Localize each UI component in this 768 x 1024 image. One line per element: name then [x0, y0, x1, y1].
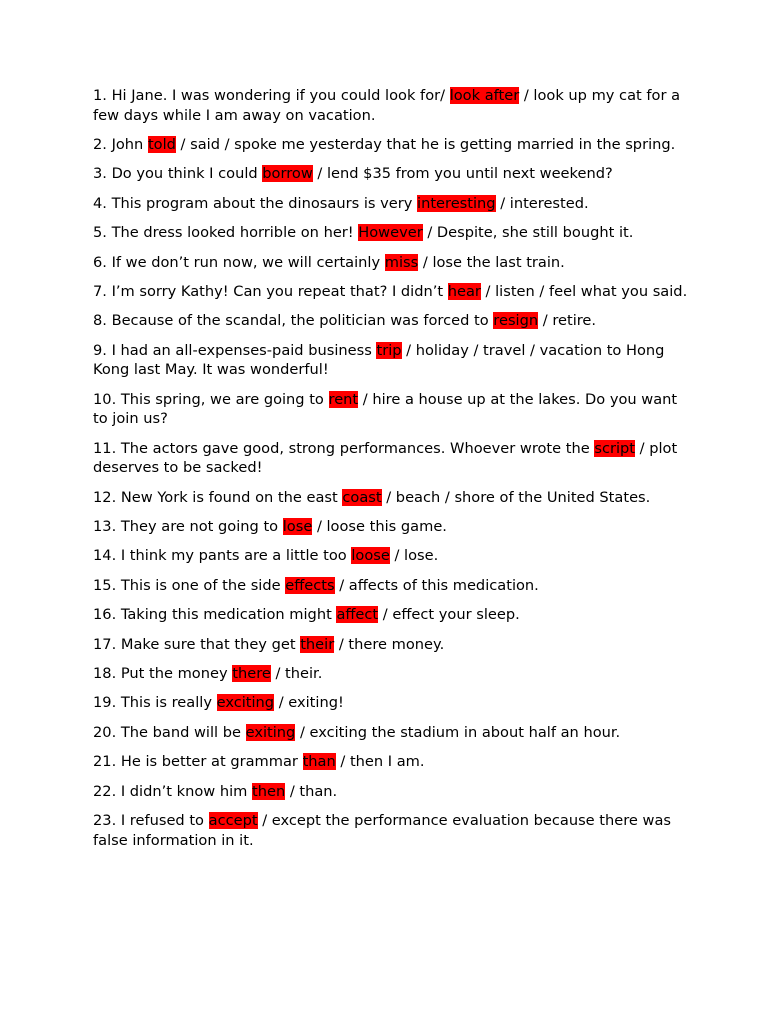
sentence-end: / interested. [495, 194, 589, 212]
sentence-start: 3. Do you think I could [93, 165, 263, 183]
highlighted-answer: interesting [417, 194, 496, 212]
sentence-start: 5. The dress looked horrible on her! [93, 224, 359, 242]
sentence-start: 1. Hi Jane. I was wondering if you could look for/ [93, 87, 450, 104]
sentence-start: 10. This spring, we are going to [93, 390, 329, 408]
sentence-end: / loose this game. [312, 518, 447, 536]
sentence-start: 7. I’m sorry Kathy! Can you repeat that? I didn’t [93, 282, 448, 300]
highlighted-answer: exiting [245, 723, 296, 741]
sentence-end: / there money. [334, 635, 445, 653]
sentence-end: / effect your sleep. [378, 606, 520, 624]
exercise-item [93, 782, 693, 802]
highlighted-answer: script [594, 439, 636, 457]
exercise-item [93, 546, 693, 566]
highlighted-answer: effects [285, 576, 335, 594]
sentence-start: 9. I had an all-expenses-paid business [93, 341, 377, 359]
sentence-end: / listen / feel what you said. [480, 282, 688, 300]
highlighted-answer: miss [384, 253, 419, 271]
sentence-start: 18. Put the money [93, 665, 233, 683]
sentence-start: 2. John [93, 135, 148, 153]
highlighted-answer: there [232, 665, 271, 683]
exercise-item [93, 194, 693, 214]
exercise-item [93, 605, 693, 625]
sentence-start: 12. New York is found on the east [93, 488, 343, 506]
exercise-item [93, 635, 693, 655]
sentence-start: 8. Because of the scandal, the politician was forced to [93, 312, 494, 330]
highlighted-answer: rent [328, 390, 359, 408]
sentence-start: 11. The actors gave good, strong performances. Whoever wrote the [93, 439, 595, 457]
exercise-item [93, 752, 693, 772]
highlighted-answer: told [147, 135, 176, 153]
exercise-item [93, 693, 693, 713]
sentence-start: 21. He is better at grammar [93, 753, 303, 771]
exercise-item [93, 311, 693, 331]
sentence-start: 17. Make sure that they get [93, 635, 301, 653]
sentence-start: 20. The band will be [93, 723, 246, 741]
sentence-end: / Despite, she still bought it. [422, 224, 634, 242]
sentence-end: / their. [270, 665, 323, 683]
sentence-start: 14. I think my pants are a little too [93, 547, 352, 565]
sentence-end: / than. [285, 782, 338, 800]
sentence-end: / then I am. [335, 753, 425, 771]
exercise-item [93, 723, 693, 743]
exercise-item [93, 164, 693, 184]
sentence-end: / lose the last train. [418, 253, 565, 271]
sentence-end: / retire. [538, 312, 597, 330]
sentence-start: 19. This is really [93, 694, 217, 712]
sentence-end: / beach / shore of the United States. [381, 488, 651, 506]
sentence-start: 6. If we don’t run now, we will certainly [93, 253, 385, 271]
exercise-item [93, 223, 693, 243]
sentence-start: 23. I refused to [93, 811, 209, 829]
highlighted-answer: coast [342, 488, 382, 506]
sentence-end: / affects of this medication. [334, 576, 539, 594]
sentence-end: / plot deserves to be sacked! [93, 439, 678, 477]
highlighted-answer: their [300, 635, 335, 653]
exercise-item [93, 282, 693, 302]
highlighted-answer: lose [282, 518, 313, 536]
highlighted-answer: affect [336, 606, 379, 624]
exercise-item [93, 439, 693, 478]
highlighted-answer: then [252, 782, 286, 800]
highlighted-answer: look after [449, 87, 520, 104]
document-page [93, 86, 693, 860]
sentence-end: / exciting the stadium in about half an hour. [295, 723, 621, 741]
sentence-end: / exiting! [274, 694, 344, 712]
exercise-item [93, 488, 693, 508]
sentence-end: / said / spoke me yesterday that he is getting married in the spring. [175, 135, 676, 153]
highlighted-answer: borrow [262, 165, 313, 183]
exercise-item [93, 576, 693, 596]
sentence-start: 4. This program about the dinosaurs is very [93, 194, 418, 212]
exercise-item [93, 86, 693, 125]
highlighted-answer: trip [376, 341, 402, 359]
sentence-end: / look up my cat for a few days while I am away on vacation. [93, 87, 681, 124]
exercise-item [93, 135, 693, 155]
exercise-item [93, 811, 693, 850]
exercise-item [93, 664, 693, 684]
highlighted-answer: hear [447, 282, 481, 300]
highlighted-answer: loose [351, 547, 390, 565]
sentence-end: / holiday / travel / vacation to Hong Kong last May. It was wonderful! [93, 341, 665, 379]
sentence-end: / lend $35 from you until next weekend? [312, 165, 613, 183]
sentence-start: 13. They are not going to [93, 518, 283, 536]
exercise-item [93, 341, 693, 380]
sentence-end: / lose. [389, 547, 439, 565]
sentence-end: / except the performance evaluation because there was false information in it. [93, 811, 672, 849]
exercise-item [93, 517, 693, 537]
sentence-end: / hire a house up at the lakes. Do you want to join us? [93, 390, 678, 428]
exercise-item [93, 253, 693, 273]
highlighted-answer: resign [493, 312, 539, 330]
sentence-start: 22. I didn’t know him [93, 782, 252, 800]
highlighted-answer: exciting [216, 694, 275, 712]
highlighted-answer: However [358, 224, 423, 242]
sentence-start: 16. Taking this medication might [93, 606, 337, 624]
sentence-start: 15. This is one of the side [93, 576, 286, 594]
exercise-item [93, 390, 693, 429]
highlighted-answer: than [302, 753, 336, 771]
highlighted-answer: accept [208, 811, 258, 829]
